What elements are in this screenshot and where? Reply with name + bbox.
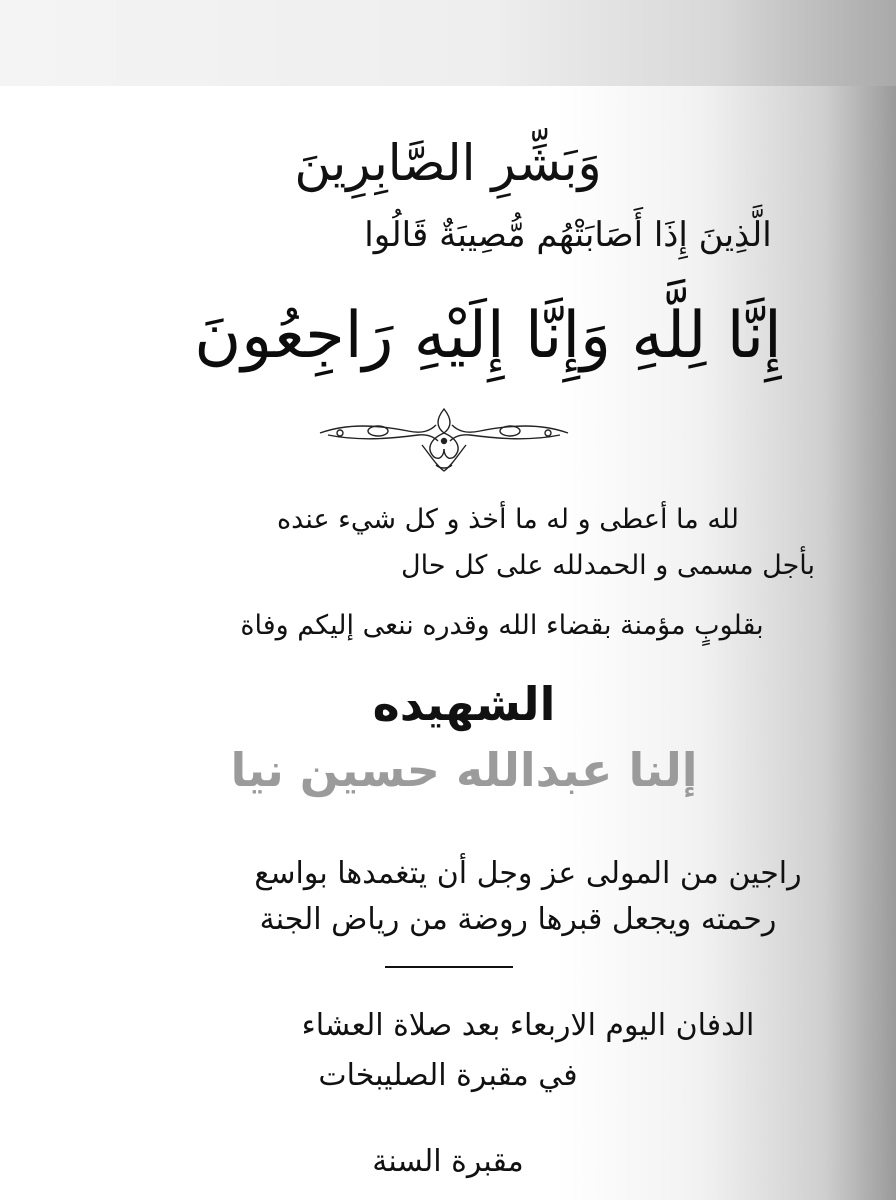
deceased-title: الشهيده: [372, 677, 556, 731]
burial-time-line: الدفان اليوم الاربعاء بعد صلاة العشاء: [301, 1008, 755, 1043]
cemetery-line: مقبرة السنة: [372, 1144, 524, 1179]
ornament-divider-icon: [318, 405, 570, 477]
prayer-line-1: راجين من المولى عز وجل أن يتغمدها بواسع: [254, 856, 802, 891]
divider-line: [385, 966, 513, 968]
calligraphy-verse-line-2: الَّذِينَ إِذَا أَصَابَتْهُم مُّصِيبَةٌ قَالُوا: [364, 215, 772, 255]
deceased-name: إلنا عبدالله حسين نيا: [230, 743, 698, 797]
calligraphy-verse-line-1: وَبَشِّرِ الصَّابِرِينَ: [294, 134, 602, 192]
burial-place-line: في مقبرة الصليبخات: [318, 1058, 578, 1093]
calligraphy-verse-line-3: إِنَّا لِلَّهِ وَإِنَّا إِلَيْهِ رَاجِعُونَ: [194, 299, 782, 373]
prayer-line-2: رحمته ويجعل قبرها روضة من رياض الجنة: [259, 902, 777, 937]
condolence-line-2: بأجل مسمى و الحمدلله على كل حال: [400, 550, 816, 581]
condolence-line-1: لله ما أعطى و له ما أخذ و كل شيء عنده: [277, 504, 739, 535]
announcement-line: بقلوبٍ مؤمنة بقضاء الله وقدره ننعى إليكم وفاة: [240, 610, 764, 641]
